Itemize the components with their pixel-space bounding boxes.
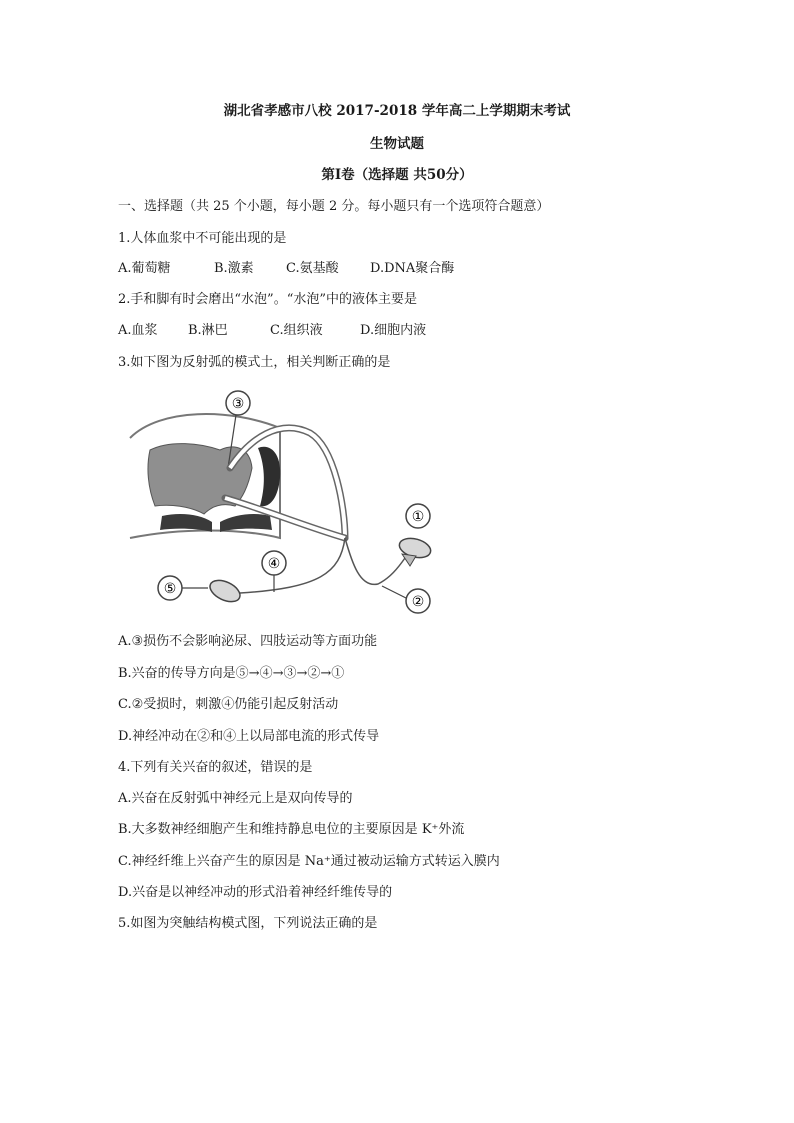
option-a: A.血浆 <box>118 323 158 338</box>
question-2-stem: 2.手和脚有时会磨出“水泡”。“水泡”中的液体主要是 <box>118 292 417 307</box>
question-4-option-d: D.兴奋是以神经冲动的形式沿着神经纤维传导的 <box>118 885 393 900</box>
option-a: A.葡萄糖 <box>118 261 171 276</box>
instructions: 一、选择题（共 25 个小题，每小题 2 分。每小题只有一个选项符合题意） <box>118 199 550 214</box>
option-c: C.氨基酸 <box>286 261 339 276</box>
question-3-stem: 3.如下图为反射弧的模式土，相关判断正确的是 <box>118 355 391 370</box>
figure-label-5: ⑤ <box>163 581 177 597</box>
question-3-option-d: D.神经冲动在②和④上以局部电流的形式传导 <box>118 729 380 744</box>
question-1-options <box>118 261 454 277</box>
option-b: B.淋巴 <box>188 323 228 338</box>
ganglion <box>258 447 280 507</box>
question-3-option-b: B.兴奋的传导方向是⑤→④→③→②→① <box>118 666 345 681</box>
exam-subject: 生物试题 <box>370 136 424 152</box>
anterior-region-left <box>160 514 212 532</box>
question-2-options <box>118 323 426 339</box>
figure-label-3: ③ <box>231 396 245 412</box>
exam-title: 湖北省孝感市八校 2017-2018 学年高二上学期期末考试 <box>223 103 571 119</box>
section-heading: 第Ⅰ卷（选择题 共50分） <box>321 167 473 183</box>
figure-label-4: ④ <box>267 556 281 572</box>
question-3-option-a: A.③损伤不会影响泌尿、四肢运动等方面功能 <box>118 634 378 649</box>
option-d: D.细胞内液 <box>360 323 427 338</box>
effector <box>207 576 244 606</box>
option-c: C.组织液 <box>270 323 323 338</box>
question-4-stem: 4.下列有关兴奋的叙述，错误的是 <box>118 760 313 775</box>
option-b: B.激素 <box>214 261 254 276</box>
question-4-option-a: A.兴奋在反射弧中神经元上是双向传导的 <box>118 791 353 806</box>
option-d: D.DNA聚合酶 <box>370 261 455 276</box>
question-1-stem: 1.人体血浆中不可能出现的是 <box>118 231 287 246</box>
question-4-option-b: B.大多数神经细胞产生和维持静息电位的主要原因是 K⁺外流 <box>118 822 465 837</box>
reflex-arc-figure <box>120 388 450 618</box>
figure-label-1: ① <box>411 509 425 525</box>
question-4-option-c: C.神经纤维上兴奋产生的原因是 Na⁺通过被动运输方式转运入膜内 <box>118 854 500 869</box>
figure-label-2: ② <box>411 594 425 610</box>
anterior-region-right <box>220 514 272 532</box>
question-5-stem: 5.如图为突触结构模式图，下列说法正确的是 <box>118 916 378 931</box>
question-3-option-c: C.②受损时，刺激④仍能引起反射活动 <box>118 697 339 712</box>
